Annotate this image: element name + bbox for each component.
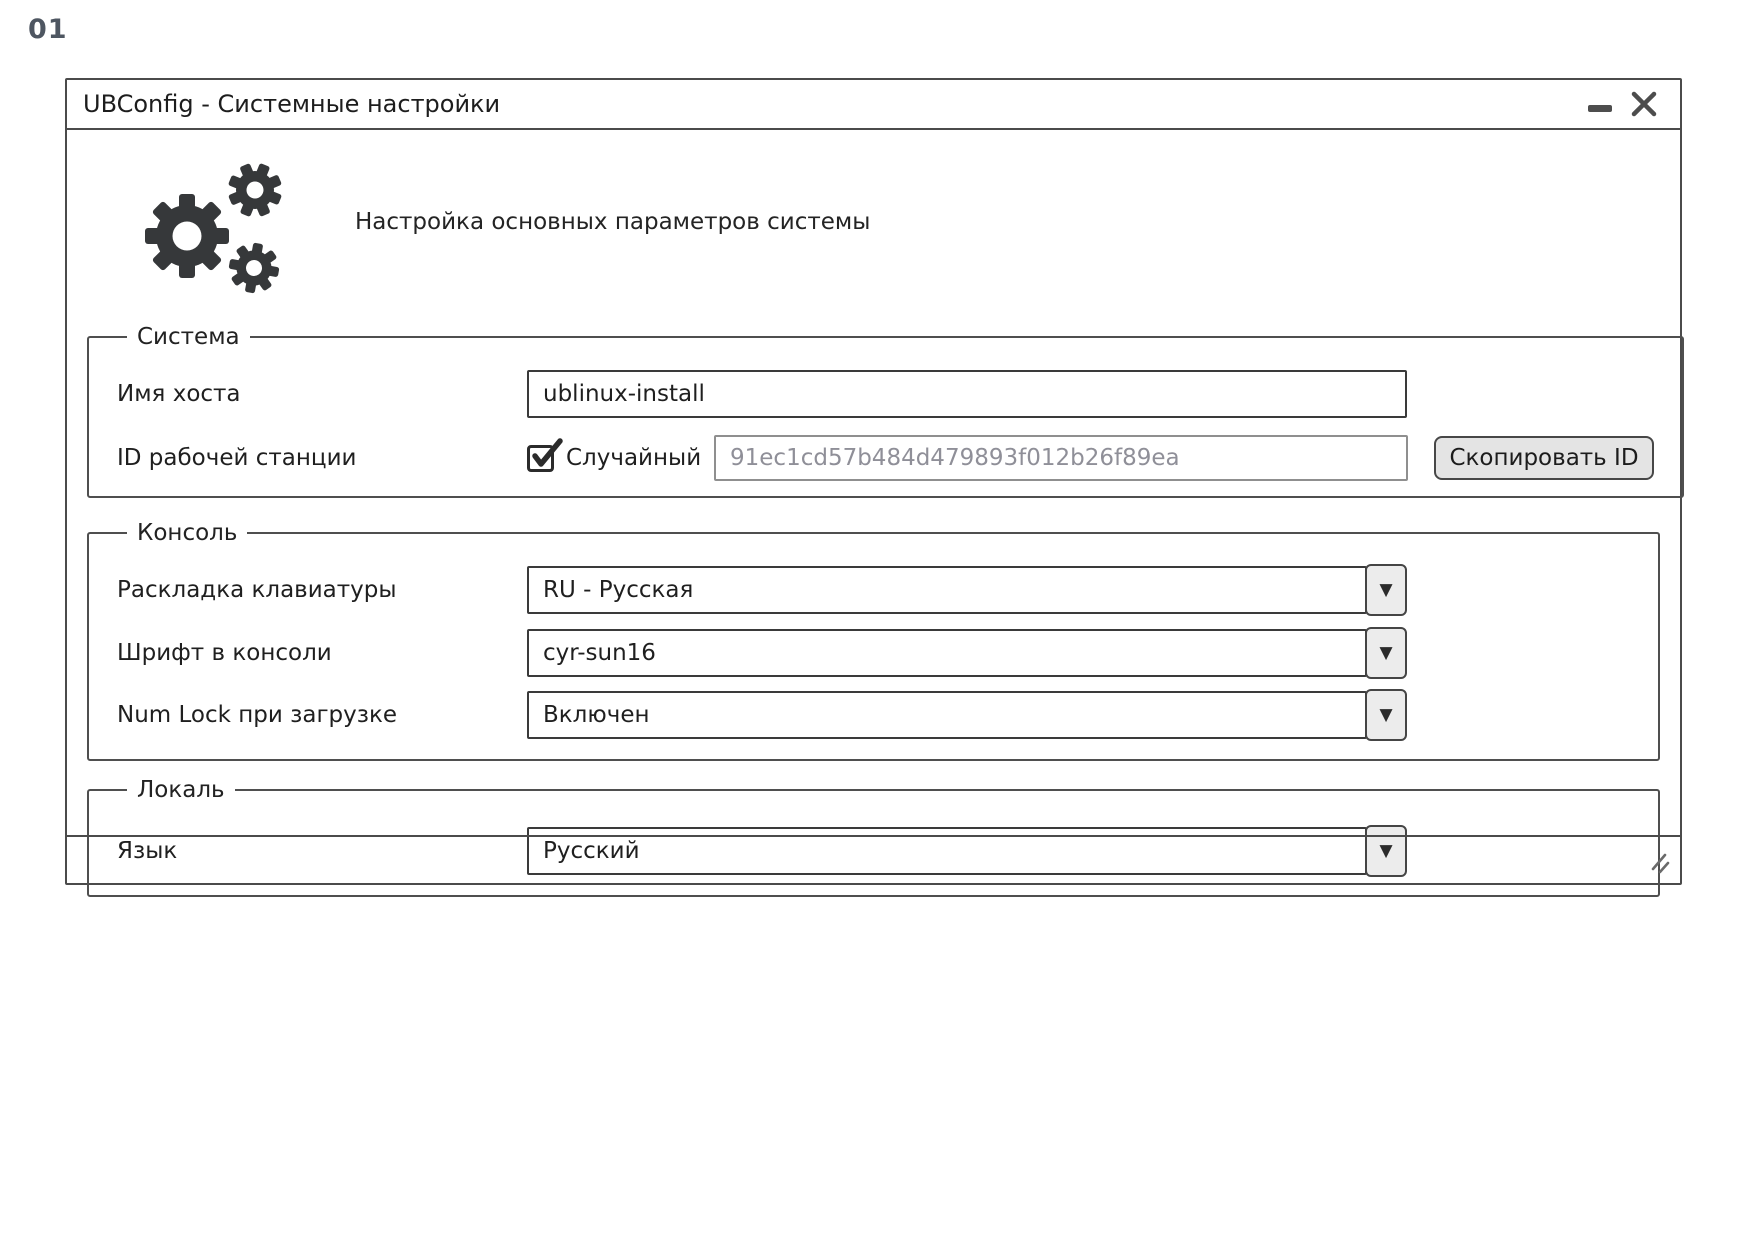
numlock-dropdown-button[interactable] <box>1365 689 1407 741</box>
console-font-dropdown-button[interactable] <box>1365 627 1407 679</box>
keyboard-layout-value[interactable]: RU - Русская <box>527 566 1367 614</box>
hostname-label: Имя хоста <box>117 381 241 407</box>
copy-id-button[interactable]: Скопировать ID <box>1434 436 1654 480</box>
workstation-id-row <box>117 434 1654 482</box>
numlock-label: Num Lock при загрузке <box>117 702 398 728</box>
chevron-down-icon: ▼ <box>1379 643 1393 663</box>
language-label: Язык <box>117 838 178 864</box>
figure-number: 01 <box>28 14 68 45</box>
title-bar[interactable] <box>67 80 1680 130</box>
chevron-down-icon: ▼ <box>1379 580 1393 600</box>
numlock-value[interactable]: Включен <box>527 691 1367 739</box>
keyboard-layout-dropdown-button[interactable] <box>1365 564 1407 616</box>
random-id-checkbox[interactable] <box>527 445 554 472</box>
ubconfig-window <box>65 78 1682 885</box>
keyboard-layout-select[interactable] <box>527 566 1407 614</box>
checkmark-icon <box>531 442 558 469</box>
language-value[interactable]: Русский <box>527 827 1367 875</box>
workstation-id-label: ID рабочей станции <box>117 445 357 471</box>
window-subtitle: Настройка основных параметров системы <box>355 209 871 235</box>
hostname-row <box>117 370 1654 418</box>
chevron-down-icon: ▼ <box>1379 841 1393 861</box>
random-id-checkbox-label[interactable]: Случайный <box>566 445 702 471</box>
numlock-select[interactable] <box>527 691 1407 739</box>
close-icon <box>1631 91 1657 117</box>
minimize-button[interactable] <box>1578 84 1622 124</box>
random-id-checkbox-group <box>527 445 714 472</box>
fieldset-locale-legend: Локаль <box>137 777 225 803</box>
console-font-label: Шрифт в консоли <box>117 640 332 666</box>
numlock-row <box>117 691 1630 739</box>
resize-grip-icon[interactable] <box>1648 852 1672 876</box>
window-content <box>67 148 1680 897</box>
console-font-row <box>117 629 1630 677</box>
chevron-down-icon: ▼ <box>1379 705 1393 725</box>
status-bar <box>67 835 1680 883</box>
fieldset-console-legend: Консоль <box>137 520 238 546</box>
workstation-id-input <box>714 435 1408 481</box>
fieldset-system-legend: Система <box>137 324 240 350</box>
close-button[interactable] <box>1622 84 1666 124</box>
header-row <box>127 148 1660 296</box>
fieldset-console <box>87 520 1660 761</box>
keyboard-layout-label: Раскладка клавиатуры <box>117 577 397 603</box>
fieldset-system <box>87 324 1684 498</box>
gears-icon <box>127 148 297 296</box>
keyboard-layout-row <box>117 566 1630 614</box>
console-font-value[interactable]: cyr-sun16 <box>527 629 1367 677</box>
hostname-input[interactable] <box>527 370 1407 418</box>
console-font-select[interactable] <box>527 629 1407 677</box>
minimize-icon <box>1587 91 1613 117</box>
window-title: UBConfig - Системные настройки <box>83 90 501 118</box>
